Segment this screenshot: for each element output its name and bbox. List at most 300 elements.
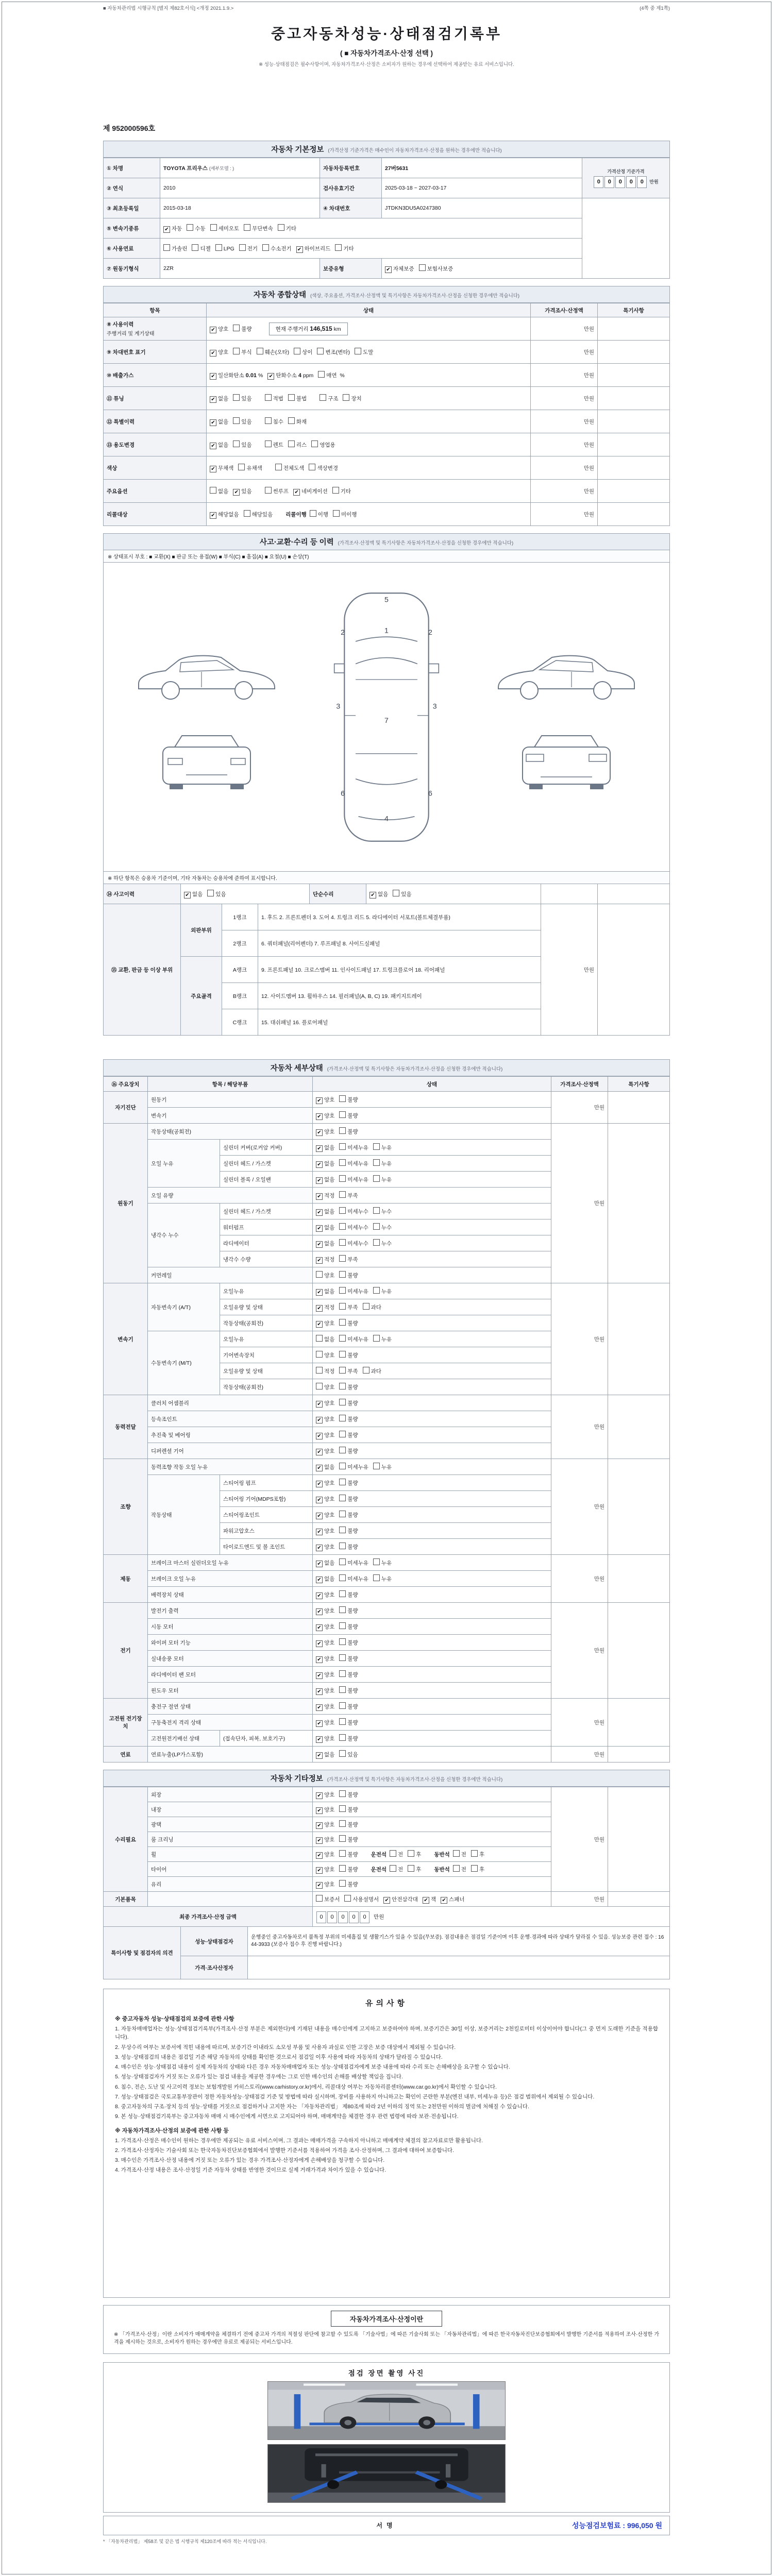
checkbox-option[interactable]: 적정: [316, 1367, 334, 1375]
checkbox-option[interactable]: 상이: [294, 348, 312, 356]
checkbox-option[interactable]: ✔ 양호: [316, 1687, 334, 1695]
checkbox-option[interactable]: 변조(변타): [317, 348, 350, 356]
unchecked-checkbox-icon[interactable]: [339, 1686, 346, 1693]
checkbox-option[interactable]: ✔ 양호: [316, 1791, 334, 1799]
checkbox-option[interactable]: ✔ 양호: [316, 1639, 334, 1647]
unchecked-checkbox-icon[interactable]: [339, 1207, 346, 1214]
unchecked-checkbox-icon[interactable]: [339, 1463, 346, 1469]
checkbox-option[interactable]: 부족: [339, 1303, 358, 1311]
checked-checkbox-icon[interactable]: ✔: [423, 1897, 429, 1904]
checkbox-option[interactable]: ✔ 양호: [316, 1527, 334, 1535]
checkbox-option[interactable]: ✔ 안전삼각대: [383, 1895, 418, 1904]
unchecked-checkbox-icon[interactable]: [332, 487, 339, 494]
unchecked-checkbox-icon[interactable]: [339, 1590, 346, 1597]
checkbox-option[interactable]: 양호: [316, 1271, 334, 1279]
checkbox-option[interactable]: 누유: [373, 1143, 392, 1151]
checkbox-option[interactable]: 누수: [373, 1207, 392, 1215]
unchecked-checkbox-icon[interactable]: [339, 1805, 346, 1812]
unchecked-checkbox-icon[interactable]: [192, 244, 198, 251]
checkbox-option[interactable]: 기타: [278, 224, 296, 232]
unchecked-checkbox-icon[interactable]: [471, 1865, 478, 1872]
unchecked-checkbox-icon[interactable]: [311, 440, 318, 447]
checkbox-option[interactable]: 침수: [265, 417, 283, 426]
unchecked-checkbox-icon[interactable]: [339, 1750, 346, 1757]
checkbox-option[interactable]: 사용설명서: [344, 1895, 379, 1903]
checkbox-option[interactable]: 후: [408, 1850, 421, 1858]
unchecked-checkbox-icon[interactable]: [339, 1638, 346, 1645]
unchecked-checkbox-icon[interactable]: [288, 440, 295, 447]
checkbox-option[interactable]: ✔ 양호: [316, 1607, 334, 1615]
unchecked-checkbox-icon[interactable]: [339, 1622, 346, 1629]
checkbox-option[interactable]: ✔ 양호: [316, 1671, 334, 1679]
unchecked-checkbox-icon[interactable]: [257, 348, 263, 354]
unchecked-checkbox-icon[interactable]: [339, 1319, 346, 1326]
unchecked-checkbox-icon[interactable]: [339, 1865, 346, 1872]
checkbox-option[interactable]: 불량: [339, 1805, 358, 1814]
checked-checkbox-icon[interactable]: ✔: [210, 396, 216, 403]
unchecked-checkbox-icon[interactable]: [316, 1271, 323, 1278]
unchecked-checkbox-icon[interactable]: [373, 1558, 380, 1565]
unchecked-checkbox-icon[interactable]: [363, 1303, 369, 1310]
checked-checkbox-icon[interactable]: ✔: [316, 1867, 323, 1874]
checkbox-option[interactable]: 해당있음: [244, 510, 273, 518]
checkbox-option[interactable]: 후: [471, 1865, 484, 1873]
unchecked-checkbox-icon[interactable]: [373, 1574, 380, 1581]
checkbox-option[interactable]: ✔ 양호: [316, 1866, 334, 1874]
checked-checkbox-icon[interactable]: ✔: [316, 1752, 323, 1759]
checkbox-option[interactable]: 불량: [339, 1095, 358, 1104]
checkbox-option[interactable]: 전: [453, 1865, 466, 1873]
checkbox-option[interactable]: 과다: [363, 1367, 381, 1375]
unchecked-checkbox-icon[interactable]: [339, 1880, 346, 1887]
checkbox-option[interactable]: 과다: [363, 1303, 381, 1311]
checkbox-option[interactable]: 부족: [339, 1367, 358, 1375]
unchecked-checkbox-icon[interactable]: [233, 348, 240, 354]
checked-checkbox-icon[interactable]: ✔: [441, 1897, 447, 1904]
checkbox-option[interactable]: 불량: [339, 1511, 358, 1519]
unchecked-checkbox-icon[interactable]: [339, 1654, 346, 1661]
checkbox-option[interactable]: 누유: [373, 1463, 392, 1471]
checkbox-option[interactable]: 도말: [355, 348, 373, 356]
checked-checkbox-icon[interactable]: ✔: [316, 1852, 323, 1859]
checkbox-option[interactable]: ✔ 무채색: [210, 464, 233, 472]
checkbox-option[interactable]: 불량: [339, 1702, 358, 1710]
checkbox-option[interactable]: 기타: [335, 244, 354, 252]
unchecked-checkbox-icon[interactable]: [339, 1820, 346, 1827]
checkbox-option[interactable]: 부족: [339, 1191, 358, 1199]
checkbox-option[interactable]: 유채색: [238, 464, 262, 472]
checkbox-option[interactable]: 불량: [339, 1820, 358, 1828]
checkbox-option[interactable]: 색상변경: [309, 464, 338, 472]
checked-checkbox-icon[interactable]: ✔: [316, 1113, 323, 1120]
checkbox-option[interactable]: ✔ 양호: [316, 1399, 334, 1408]
checkbox-option[interactable]: 리스: [288, 440, 307, 449]
unchecked-checkbox-icon[interactable]: [339, 1850, 346, 1857]
checked-checkbox-icon[interactable]: ✔: [316, 1688, 323, 1695]
checkbox-option[interactable]: ✔ 탄화수소 4 ppm: [267, 371, 313, 380]
checked-checkbox-icon[interactable]: ✔: [316, 1417, 323, 1423]
unchecked-checkbox-icon[interactable]: [265, 394, 272, 401]
checkbox-option[interactable]: ✔ 없음: [316, 1751, 334, 1759]
unchecked-checkbox-icon[interactable]: [339, 1367, 346, 1374]
checkbox-option[interactable]: ✔ 없음: [316, 1160, 334, 1168]
checkbox-option[interactable]: 미세누수: [339, 1223, 368, 1231]
unchecked-checkbox-icon[interactable]: [355, 348, 361, 354]
unchecked-checkbox-icon[interactable]: [339, 1335, 346, 1342]
checkbox-option[interactable]: 무단변속: [244, 224, 273, 232]
unchecked-checkbox-icon[interactable]: [339, 1790, 346, 1797]
unchecked-checkbox-icon[interactable]: [288, 417, 295, 424]
checkbox-option[interactable]: ✔ 양호: [316, 1112, 334, 1120]
checkbox-option[interactable]: 전: [453, 1850, 466, 1858]
unchecked-checkbox-icon[interactable]: [278, 224, 284, 231]
price-survey-select-checkbox[interactable]: ( ■ 자동차가격조사·산정 선택 ): [340, 49, 433, 57]
unchecked-checkbox-icon[interactable]: [207, 890, 214, 896]
unchecked-checkbox-icon[interactable]: [390, 1850, 396, 1857]
checkbox-option[interactable]: 불량: [339, 1383, 358, 1391]
checkbox-option[interactable]: ✔ 양호: [316, 1543, 334, 1551]
unchecked-checkbox-icon[interactable]: [163, 244, 170, 251]
checkbox-option[interactable]: 누수: [373, 1223, 392, 1231]
checkbox-option[interactable]: 불량: [339, 1479, 358, 1487]
checkbox-option[interactable]: 미세누수: [339, 1207, 368, 1215]
checkbox-option[interactable]: 미이행: [333, 510, 357, 518]
checkbox-option[interactable]: ✔ 없음: [210, 395, 228, 403]
unchecked-checkbox-icon[interactable]: [316, 1351, 323, 1358]
checked-checkbox-icon[interactable]: ✔: [316, 1433, 323, 1439]
checkbox-option[interactable]: 있음: [233, 417, 251, 426]
checkbox-option[interactable]: ✔ 없음: [210, 418, 228, 426]
unchecked-checkbox-icon[interactable]: [309, 464, 315, 470]
checked-checkbox-icon[interactable]: ✔: [316, 1672, 323, 1679]
checkbox-option[interactable]: ✔ 자체보증: [385, 265, 414, 273]
checked-checkbox-icon[interactable]: ✔: [267, 373, 274, 380]
unchecked-checkbox-icon[interactable]: [339, 1175, 346, 1182]
unchecked-checkbox-icon[interactable]: [210, 224, 217, 231]
unchecked-checkbox-icon[interactable]: [373, 1335, 380, 1342]
checkbox-option[interactable]: 있음: [233, 440, 251, 449]
checkbox-option[interactable]: ✔ 적정: [316, 1303, 334, 1312]
checkbox-option[interactable]: ✔ 스패너: [441, 1895, 464, 1904]
unchecked-checkbox-icon[interactable]: [339, 1255, 346, 1262]
checked-checkbox-icon[interactable]: ✔: [316, 1608, 323, 1615]
checkbox-option[interactable]: 전체도색: [275, 464, 305, 472]
checkbox-option[interactable]: 불량: [339, 1654, 358, 1663]
checkbox-option[interactable]: ✔ 네비게이션: [293, 487, 328, 496]
checkbox-option[interactable]: ✔ 없음: [316, 1575, 334, 1583]
checkbox-option[interactable]: 불량: [339, 1271, 358, 1279]
checked-checkbox-icon[interactable]: ✔: [316, 1465, 323, 1471]
checkbox-option[interactable]: 없음: [210, 487, 228, 495]
checked-checkbox-icon[interactable]: ✔: [369, 892, 376, 899]
checkbox-option[interactable]: 매연 %: [318, 371, 344, 379]
checkbox-option[interactable]: ✔ 잭: [423, 1895, 436, 1904]
checkbox-option[interactable]: 화재: [288, 417, 307, 426]
unchecked-checkbox-icon[interactable]: [233, 394, 240, 401]
checked-checkbox-icon[interactable]: ✔: [163, 226, 170, 233]
unchecked-checkbox-icon[interactable]: [453, 1850, 460, 1857]
unchecked-checkbox-icon[interactable]: [373, 1239, 380, 1246]
checkbox-option[interactable]: 전: [390, 1850, 403, 1858]
unchecked-checkbox-icon[interactable]: [239, 244, 246, 251]
unchecked-checkbox-icon[interactable]: [318, 371, 325, 378]
checked-checkbox-icon[interactable]: ✔: [233, 489, 240, 496]
unchecked-checkbox-icon[interactable]: [339, 1159, 346, 1166]
unchecked-checkbox-icon[interactable]: [288, 394, 295, 401]
unchecked-checkbox-icon[interactable]: [238, 464, 245, 470]
checkbox-option[interactable]: ✔ 없음: [316, 1287, 334, 1296]
checkbox-option[interactable]: 디젤: [192, 244, 210, 252]
unchecked-checkbox-icon[interactable]: [393, 890, 399, 896]
checkbox-option[interactable]: 불량: [339, 1127, 358, 1136]
checkbox-option[interactable]: ✔ 하이브리드: [296, 245, 331, 253]
checkbox-option[interactable]: ✔ 없음: [210, 441, 228, 449]
checkbox-option[interactable]: 보증서: [316, 1895, 340, 1903]
checkbox-option[interactable]: 불량: [339, 1527, 358, 1535]
checked-checkbox-icon[interactable]: ✔: [210, 443, 216, 449]
unchecked-checkbox-icon[interactable]: [233, 440, 240, 447]
unchecked-checkbox-icon[interactable]: [339, 1734, 346, 1741]
checkbox-option[interactable]: 보험사보증: [419, 264, 453, 273]
unchecked-checkbox-icon[interactable]: [339, 1702, 346, 1709]
checkbox-option[interactable]: 양호: [316, 1351, 334, 1359]
checked-checkbox-icon[interactable]: ✔: [316, 1561, 323, 1567]
checkbox-option[interactable]: ✔ 있음: [233, 487, 251, 496]
unchecked-checkbox-icon[interactable]: [275, 464, 282, 470]
checkbox-option[interactable]: 수동: [187, 224, 205, 232]
checkbox-option[interactable]: ✔ 양호: [316, 1623, 334, 1631]
checked-checkbox-icon[interactable]: ✔: [316, 1129, 323, 1136]
checked-checkbox-icon[interactable]: ✔: [316, 1097, 323, 1104]
unchecked-checkbox-icon[interactable]: [265, 440, 272, 447]
unchecked-checkbox-icon[interactable]: [373, 1207, 380, 1214]
unchecked-checkbox-icon[interactable]: [344, 1895, 351, 1902]
unchecked-checkbox-icon[interactable]: [373, 1159, 380, 1166]
checkbox-option[interactable]: 누유: [373, 1159, 392, 1167]
checkbox-option[interactable]: ✔ 없음: [316, 1144, 334, 1152]
checked-checkbox-icon[interactable]: ✔: [316, 1513, 323, 1519]
checkbox-option[interactable]: 전기: [239, 244, 258, 252]
checkbox-option[interactable]: 전: [390, 1865, 403, 1873]
checked-checkbox-icon[interactable]: ✔: [316, 1225, 323, 1232]
checked-checkbox-icon[interactable]: ✔: [293, 489, 300, 496]
checkbox-option[interactable]: ✔ 양호: [316, 1128, 334, 1136]
checkbox-option[interactable]: 불량: [339, 1718, 358, 1726]
checkbox-option[interactable]: 불량: [339, 1495, 358, 1503]
checkbox-option[interactable]: 불량: [339, 1865, 358, 1873]
checked-checkbox-icon[interactable]: ✔: [316, 1193, 323, 1200]
checked-checkbox-icon[interactable]: ✔: [316, 1792, 323, 1799]
checked-checkbox-icon[interactable]: ✔: [316, 1177, 323, 1184]
checkbox-option[interactable]: 불량: [339, 1850, 358, 1858]
unchecked-checkbox-icon[interactable]: [316, 1367, 323, 1374]
checkbox-option[interactable]: ✔ 양호: [316, 1806, 334, 1814]
checkbox-option[interactable]: ✔ 없음: [316, 1208, 334, 1216]
checkbox-option[interactable]: ✔ 양호: [316, 1821, 334, 1829]
checkbox-option[interactable]: 불량: [339, 1431, 358, 1439]
checkbox-option[interactable]: ✔ 없음: [316, 1224, 334, 1232]
checkbox-option[interactable]: ✔ 없음: [316, 1463, 334, 1471]
unchecked-checkbox-icon[interactable]: [373, 1463, 380, 1469]
checkbox-option[interactable]: 있음: [233, 394, 251, 402]
checkbox-option[interactable]: ✔ 없음: [369, 890, 388, 899]
unchecked-checkbox-icon[interactable]: [343, 394, 349, 401]
checkbox-option[interactable]: 불량: [233, 325, 251, 333]
checkbox-option[interactable]: 미세누유: [339, 1574, 368, 1583]
checkbox-option[interactable]: 렌트: [265, 440, 283, 449]
unchecked-checkbox-icon[interactable]: [339, 1558, 346, 1565]
checked-checkbox-icon[interactable]: ✔: [316, 1497, 323, 1503]
unchecked-checkbox-icon[interactable]: [262, 244, 269, 251]
unchecked-checkbox-icon[interactable]: [233, 417, 240, 424]
checkbox-option[interactable]: ✔ 양호: [316, 1719, 334, 1727]
checkbox-option[interactable]: 불량: [339, 1880, 358, 1888]
checkbox-option[interactable]: 있음: [339, 1750, 358, 1758]
checkbox-option[interactable]: 불량: [339, 1734, 358, 1742]
checked-checkbox-icon[interactable]: ✔: [316, 1209, 323, 1216]
checked-checkbox-icon[interactable]: ✔: [316, 1449, 323, 1455]
unchecked-checkbox-icon[interactable]: [339, 1351, 346, 1358]
unchecked-checkbox-icon[interactable]: [294, 348, 300, 354]
unchecked-checkbox-icon[interactable]: [339, 1543, 346, 1549]
checkbox-option[interactable]: ✔ 양호: [316, 1735, 334, 1743]
checked-checkbox-icon[interactable]: ✔: [184, 892, 191, 899]
checkbox-option[interactable]: 불량: [339, 1790, 358, 1799]
unchecked-checkbox-icon[interactable]: [339, 1431, 346, 1437]
checkbox-option[interactable]: 누유: [373, 1335, 392, 1343]
unchecked-checkbox-icon[interactable]: [373, 1223, 380, 1230]
unchecked-checkbox-icon[interactable]: [339, 1287, 346, 1294]
unchecked-checkbox-icon[interactable]: [320, 394, 326, 401]
checked-checkbox-icon[interactable]: ✔: [210, 373, 216, 380]
checked-checkbox-icon[interactable]: ✔: [210, 419, 216, 426]
checkbox-option[interactable]: 있음: [207, 890, 226, 898]
checkbox-option[interactable]: ✔ 적정: [316, 1192, 334, 1200]
checked-checkbox-icon[interactable]: ✔: [210, 327, 216, 333]
checkbox-option[interactable]: LPG: [215, 244, 234, 252]
checkbox-option[interactable]: 가솔린: [163, 244, 187, 252]
unchecked-checkbox-icon[interactable]: [363, 1367, 369, 1374]
checkbox-option[interactable]: 불량: [339, 1606, 358, 1615]
checkbox-option[interactable]: 불량: [339, 1590, 358, 1599]
checkbox-option[interactable]: 썬루프: [265, 487, 289, 495]
unchecked-checkbox-icon[interactable]: [317, 348, 324, 354]
unchecked-checkbox-icon[interactable]: [339, 1495, 346, 1501]
unchecked-checkbox-icon[interactable]: [390, 1865, 396, 1872]
checked-checkbox-icon[interactable]: ✔: [316, 1321, 323, 1328]
checked-checkbox-icon[interactable]: ✔: [316, 1736, 323, 1743]
checkbox-option[interactable]: 불량: [339, 1622, 358, 1631]
checked-checkbox-icon[interactable]: ✔: [316, 1822, 323, 1829]
checkbox-option[interactable]: 후: [471, 1850, 484, 1858]
unchecked-checkbox-icon[interactable]: [339, 1835, 346, 1842]
checkbox-option[interactable]: ✔ 양호: [316, 1655, 334, 1663]
checkbox-option[interactable]: ✔ 자동: [163, 225, 182, 233]
unchecked-checkbox-icon[interactable]: [373, 1143, 380, 1150]
checkbox-option[interactable]: 불량: [339, 1447, 358, 1455]
checkbox-option[interactable]: 있음: [393, 890, 411, 898]
unchecked-checkbox-icon[interactable]: [244, 510, 250, 517]
unchecked-checkbox-icon[interactable]: [339, 1511, 346, 1517]
checkbox-option[interactable]: 불량: [339, 1638, 358, 1647]
checked-checkbox-icon[interactable]: ✔: [316, 1241, 323, 1248]
unchecked-checkbox-icon[interactable]: [339, 1415, 346, 1421]
checked-checkbox-icon[interactable]: ✔: [316, 1161, 323, 1168]
unchecked-checkbox-icon[interactable]: [408, 1865, 414, 1872]
unchecked-checkbox-icon[interactable]: [316, 1383, 323, 1389]
checkbox-option[interactable]: 불량: [339, 1670, 358, 1679]
unchecked-checkbox-icon[interactable]: [339, 1670, 346, 1677]
checkbox-option[interactable]: ✔ 양호: [316, 1096, 334, 1104]
checked-checkbox-icon[interactable]: ✔: [316, 1837, 323, 1844]
unchecked-checkbox-icon[interactable]: [339, 1127, 346, 1134]
checkbox-option[interactable]: 부족: [339, 1255, 358, 1263]
unchecked-checkbox-icon[interactable]: [335, 244, 342, 251]
checkbox-option[interactable]: ✔ 적정: [316, 1256, 334, 1264]
checked-checkbox-icon[interactable]: ✔: [316, 1592, 323, 1599]
checkbox-option[interactable]: 누유: [373, 1558, 392, 1567]
checkbox-option[interactable]: 미세누수: [339, 1239, 368, 1247]
unchecked-checkbox-icon[interactable]: [408, 1850, 414, 1857]
checkbox-option[interactable]: 이행: [310, 510, 328, 518]
checkbox-option[interactable]: 수소전기: [262, 244, 292, 252]
checkbox-option[interactable]: 불량: [339, 1111, 358, 1120]
checkbox-option[interactable]: 누유: [373, 1574, 392, 1583]
checked-checkbox-icon[interactable]: ✔: [316, 1401, 323, 1408]
checkbox-option[interactable]: ✔ 일산화탄소 0.01 %: [210, 371, 263, 380]
checkbox-option[interactable]: 불량: [339, 1399, 358, 1407]
checkbox-option[interactable]: 누수: [373, 1239, 392, 1247]
unchecked-checkbox-icon[interactable]: [333, 510, 340, 517]
checkbox-option[interactable]: ✔ 양호: [316, 1431, 334, 1439]
checked-checkbox-icon[interactable]: ✔: [316, 1145, 323, 1152]
unchecked-checkbox-icon[interactable]: [265, 417, 272, 424]
checkbox-option[interactable]: 누유: [373, 1287, 392, 1295]
unchecked-checkbox-icon[interactable]: [339, 1095, 346, 1102]
checked-checkbox-icon[interactable]: ✔: [385, 266, 392, 273]
unchecked-checkbox-icon[interactable]: [233, 325, 240, 331]
checkbox-option[interactable]: ✔ 양호: [316, 1479, 334, 1487]
unchecked-checkbox-icon[interactable]: [339, 1479, 346, 1485]
checked-checkbox-icon[interactable]: ✔: [316, 1257, 323, 1264]
checkbox-option[interactable]: ✔ 양호: [210, 348, 228, 357]
checkbox-option[interactable]: 세미오토: [210, 224, 240, 232]
checkbox-option[interactable]: 기타: [332, 487, 351, 495]
checkbox-option[interactable]: 영업용: [311, 440, 335, 449]
checkbox-option[interactable]: 미세누유: [339, 1175, 368, 1183]
checkbox-option[interactable]: 불량: [339, 1543, 358, 1551]
unchecked-checkbox-icon[interactable]: [316, 1335, 323, 1342]
unchecked-checkbox-icon[interactable]: [339, 1399, 346, 1405]
checked-checkbox-icon[interactable]: ✔: [296, 246, 303, 253]
checkbox-option[interactable]: 불량: [339, 1351, 358, 1359]
checked-checkbox-icon[interactable]: ✔: [316, 1529, 323, 1535]
checked-checkbox-icon[interactable]: ✔: [316, 1656, 323, 1663]
checked-checkbox-icon[interactable]: ✔: [210, 466, 216, 472]
checkbox-option[interactable]: ✔ 양호: [316, 1703, 334, 1711]
checkbox-option[interactable]: 미세누유: [339, 1287, 368, 1295]
unchecked-checkbox-icon[interactable]: [471, 1850, 478, 1857]
unchecked-checkbox-icon[interactable]: [339, 1606, 346, 1613]
checkbox-option[interactable]: ✔ 양호: [316, 1591, 334, 1599]
checkbox-option[interactable]: 누유: [373, 1175, 392, 1183]
unchecked-checkbox-icon[interactable]: [265, 487, 272, 494]
checkbox-option[interactable]: ✔ 양호: [316, 1495, 334, 1503]
checkbox-option[interactable]: 미세누유: [339, 1143, 368, 1151]
checked-checkbox-icon[interactable]: ✔: [316, 1577, 323, 1583]
checkbox-option[interactable]: 미세누유: [339, 1159, 368, 1167]
checkbox-option[interactable]: 적법: [265, 394, 283, 402]
